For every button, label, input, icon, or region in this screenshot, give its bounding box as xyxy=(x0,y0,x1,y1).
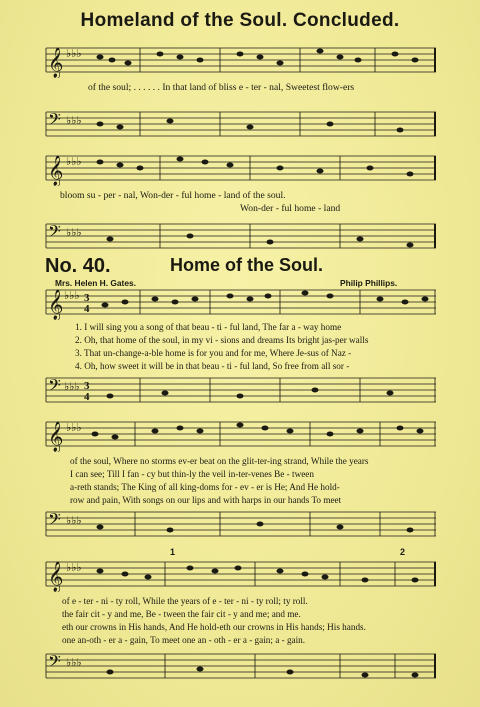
svg-text:𝄞: 𝄞 xyxy=(48,48,64,78)
page-title: Homeland of the Soul. Concluded. xyxy=(80,10,400,31)
music-staff-bass-1 xyxy=(40,106,440,142)
lyric-line: bloom su - per - nal, Won-der - ful home - land of the soul. xyxy=(60,190,286,201)
hymn-title: Home of the Soul. xyxy=(170,255,323,275)
svg-text:𝄞: 𝄞 xyxy=(48,156,64,185)
verse-1-line: of e - ter - ni - ty roll, While the years of e - ter - ni - ty roll; ty roll. xyxy=(62,596,308,606)
svg-text:3: 3 xyxy=(84,292,90,304)
lyric-line-alt: Won-der - ful home - land xyxy=(240,203,341,214)
verse-3-line: 3. That un-change-a-ble home is for you and for me, Where Je-sus of Naz - xyxy=(75,348,352,358)
verse-4-line: 4. Oh, how sweet it will be in that beau - ti - ful land, So free from all sor - xyxy=(75,361,350,371)
verse-4-line: row and pain, With songs on our lips and with harps in our hands To meet xyxy=(70,495,342,505)
svg-text:𝄢: 𝄢 xyxy=(48,653,61,675)
svg-text:♭♭♭: ♭♭♭ xyxy=(66,156,82,168)
svg-text:♭♭♭: ♭♭♭ xyxy=(64,381,80,393)
svg-text:𝄢: 𝄢 xyxy=(48,111,61,133)
verse-4-line: one an-oth - er a - gain, To meet one an - oth - er a - gain; a - gain. xyxy=(62,635,306,645)
svg-text:𝄞: 𝄞 xyxy=(48,562,64,591)
svg-text:♭♭♭: ♭♭♭ xyxy=(66,48,82,60)
verse-1-line: of the soul, Where no storms ev-er beat on the glit-ter-ing strand, While the years xyxy=(70,456,369,466)
verse-1-line: 1. I will sing you a song of that beau - ti - ful land, The far a - way home xyxy=(75,322,342,332)
svg-text:𝄢: 𝄢 xyxy=(48,377,61,399)
svg-text:♭♭♭: ♭♭♭ xyxy=(66,115,82,127)
music-credit: Philip Phillips. xyxy=(340,278,398,288)
svg-text:3: 3 xyxy=(84,380,90,392)
music-staff-bass-5 xyxy=(40,648,440,684)
svg-text:♭♭♭: ♭♭♭ xyxy=(66,515,82,527)
svg-text:𝄢: 𝄢 xyxy=(48,511,61,533)
music-staff-treble-1 xyxy=(40,42,440,78)
svg-text:♭♭♭: ♭♭♭ xyxy=(66,227,82,239)
ending-marker-2: 2 xyxy=(400,547,406,557)
music-staff-treble-5 xyxy=(40,556,440,592)
svg-text:𝄞: 𝄞 xyxy=(48,422,64,451)
svg-text:𝄞: 𝄞 xyxy=(48,290,64,319)
music-staff-bass-4 xyxy=(40,506,440,542)
words-credit: Mrs. Helen H. Gates. xyxy=(55,278,136,288)
verse-2-line: the fair cit - y and me, Be - tween the fair cit - y and me; and me. xyxy=(62,609,301,619)
music-staff-treble-3 xyxy=(40,284,440,320)
music-staff-bass-3 xyxy=(40,372,440,408)
verse-3-line: a-reth stands; The King of all king-doms for - ev - er is He; And He hold- xyxy=(70,482,340,492)
svg-text:4: 4 xyxy=(84,391,90,403)
verse-3-line: eth our crowns in His hands, And He hold-eth our crowns in His hands; His hands. xyxy=(62,622,366,632)
verse-2-line: 2. Oh, that home of the soul, in my vi - sions and dreams Its bright jas-per walls xyxy=(75,335,369,345)
svg-text:♭♭♭: ♭♭♭ xyxy=(66,562,82,574)
verse-2-line: I can see; Till I fan - cy but thin-ly the veil in-ter-venes Be - tween xyxy=(70,469,314,479)
music-staff-treble-4 xyxy=(40,416,440,452)
music-staff-bass-2 xyxy=(40,218,440,254)
hymn-number: No. 40. xyxy=(45,255,111,277)
svg-text:♭♭♭: ♭♭♭ xyxy=(64,290,80,302)
svg-text:♭♭♭: ♭♭♭ xyxy=(66,422,82,434)
svg-text:𝄢: 𝄢 xyxy=(48,223,61,245)
svg-text:4: 4 xyxy=(84,303,90,315)
svg-text:♭♭♭: ♭♭♭ xyxy=(66,657,82,669)
music-staff-treble-2 xyxy=(40,150,440,186)
lyric-line: of the soul; . . . . . . In that land of bliss e - ter - nal, Sweetest flow-ers xyxy=(88,82,355,93)
ending-marker-1: 1 xyxy=(170,547,176,557)
